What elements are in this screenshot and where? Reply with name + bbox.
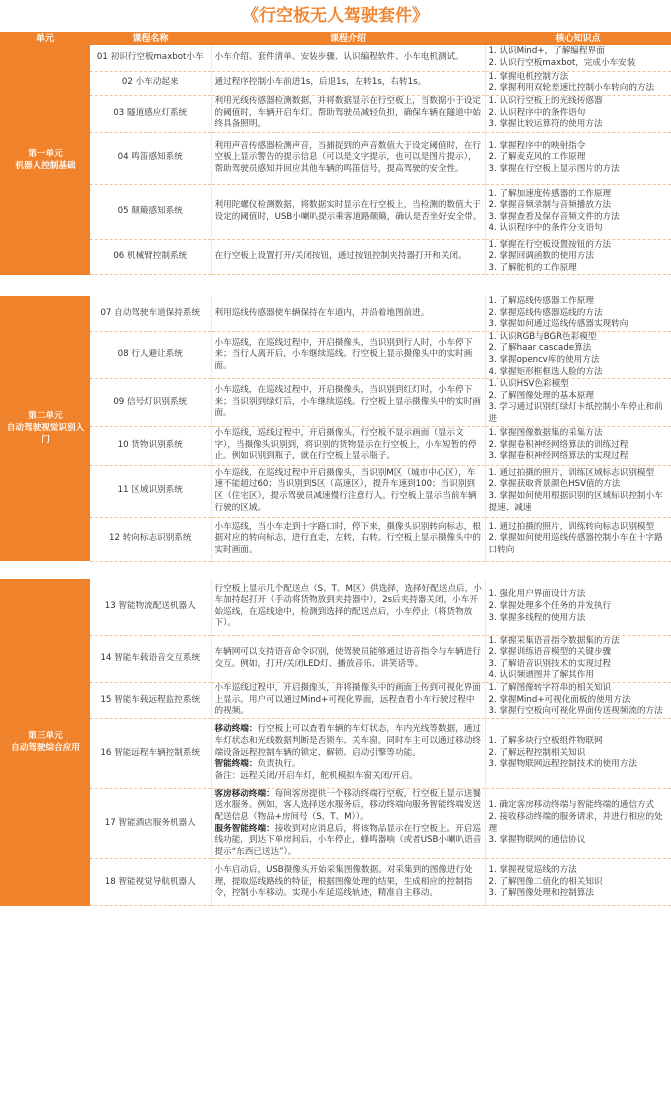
key-points xyxy=(485,184,671,239)
course-intro xyxy=(211,788,485,859)
course-intro xyxy=(211,465,485,517)
key-points xyxy=(485,682,671,718)
page-title: 《行空板无人驾驶套件》 xyxy=(242,6,429,26)
table-row xyxy=(0,95,671,132)
key-point-item: 3. 掌握在行空板上显示图片的方法 xyxy=(488,163,620,174)
course-intro xyxy=(211,379,485,426)
table-row xyxy=(0,788,671,859)
key-point-item: 3. 掌握多线程的使用方法 xyxy=(488,612,586,623)
intro-text: 小车巡线，巡线过程中，开启摄像头，行空板不显示画面（显示文字），当摄像头识别到，将识别的货物显示在行空板上，小车短暂的停止。例如识别到瓶子，就在行空板上显示瓶子。 xyxy=(214,428,477,462)
key-point-item: 提速、减速 xyxy=(488,502,532,513)
course-intro xyxy=(211,682,485,718)
header-course-name: 课程名称 xyxy=(90,32,211,45)
unit-name-line1: 第二单元 xyxy=(28,411,63,422)
intro-text: 小车巡线，当小车走到十字路口时，停下来，摄像头识别转向标志，根据对应的转向标志，进行直走，左转，右转。行空板上显示摄像头中的实时画面。 xyxy=(214,521,481,555)
table-row xyxy=(0,71,671,95)
key-points xyxy=(485,296,671,331)
key-points xyxy=(485,239,671,275)
course-intro xyxy=(211,859,485,906)
intro-label: 服务智能终端： xyxy=(214,823,275,834)
key-point-item: 2. 认识程序中的条件语句 xyxy=(488,107,586,118)
course-intro xyxy=(211,635,485,682)
key-point-item: 3. 了解图像处理和控制算法 xyxy=(488,888,594,899)
key-point-item: 2. 掌握处理多个任务的并发执行 xyxy=(488,600,612,611)
unit-name-line2: 自动驾驶视觉识别入门 xyxy=(6,423,85,446)
course-name: 09 信号灯识别系统 xyxy=(90,379,211,426)
key-point-item: 2. 掌握训练语音模型的关键步骤 xyxy=(488,647,612,658)
intro-text: 每间客房提供一个移动终端行空板，行空板上显示送餐送水服务。例如，客人选择送水服务后，移动终端向服务智能终端发送配送信息（物品+房间号（S、T、M））。 xyxy=(214,788,481,823)
table-row xyxy=(0,682,671,718)
table-body xyxy=(0,45,671,906)
intro-text: 利用陀螺仪检测数据，将数据实时显示在行空板上，当检测的数值大于设定的阈值时，USB小喇叭提示乘客道路颠簸，确认是否坐好安全带。 xyxy=(214,200,482,222)
key-points xyxy=(485,379,671,426)
unit-cell xyxy=(0,45,90,275)
key-points xyxy=(485,331,671,378)
unit-cell xyxy=(0,579,90,906)
key-point-item: 4. 认识频谱图并了解其作用 xyxy=(488,670,594,681)
table-row xyxy=(0,635,671,682)
key-points xyxy=(485,71,671,95)
key-point-item: 2. 认识行空板maxbot，完成小车安装 xyxy=(488,57,636,68)
separator-cell xyxy=(0,275,671,296)
key-point-item: 2. 掌握利用双轮差速比控制小车转向的方法 xyxy=(488,83,655,94)
course-intro xyxy=(211,95,485,132)
table-row xyxy=(0,859,671,906)
unit-separator xyxy=(0,561,671,579)
key-point-item: 3. 掌握行空板向可视化界面传送视频流的方法 xyxy=(488,706,663,717)
key-points xyxy=(485,718,671,788)
course-name: 12 转向标志识别系统 xyxy=(90,517,211,561)
course-name: 14 智能车载语音交互系统 xyxy=(90,635,211,682)
key-point-item: 1. 了解多块行空板组件物联网 xyxy=(488,735,603,746)
separator-cell xyxy=(0,561,671,579)
key-point-item: 1. 了解加速度传感器的工作原理 xyxy=(488,188,612,199)
key-point-item: 2. 掌握音频录制与音频播放方法 xyxy=(488,200,612,211)
table-row xyxy=(0,296,671,331)
course-intro xyxy=(211,184,485,239)
table-row xyxy=(0,426,671,465)
course-intro xyxy=(211,718,485,788)
key-point-item: 1. 确定客房移动终端与智能终端的通信方式 xyxy=(488,800,655,811)
course-intro xyxy=(211,296,485,331)
key-point-item: 2. 了解图像二值化的相关知识 xyxy=(488,876,603,887)
key-points xyxy=(485,95,671,132)
intro-text: 接收到对应消息后，将该物品显示在行空板上。开启巡线功能，到达下单房间后，小车停止，蜂鸣器响（或者USB小喇叭语音提示“东西已送达”）。 xyxy=(214,823,482,857)
intro-text: 通过程序控制小车前进1s，后退1s，左转1s，右转1s。 xyxy=(214,77,427,88)
intro-text: 负责执行。 xyxy=(257,759,301,770)
intro-paragraph xyxy=(215,724,483,759)
key-point-item: 进 xyxy=(488,413,498,424)
key-point-item: 2. 了解图像处理的基本原理 xyxy=(488,390,594,401)
key-point-item: 1. 掌握程序中的映射指令 xyxy=(488,140,586,151)
intro-text: 小车介绍、套件清单、安装步骤、认识编程软件、小车电机测试。 xyxy=(214,51,464,62)
course-intro xyxy=(211,331,485,378)
course-name: 05 颠簸感知系统 xyxy=(90,184,211,239)
intro-text: 小车启动后，USB摄像头开始采集图像数据。对采集到的图像进行处理，提取巡线路线的特征，根据图像处理的结果，生成相应的控制指令，控制小车移动。实现小车延巡线轨迹，精准自主移动。 xyxy=(214,865,473,899)
intro-text: 利用声音传感器检测声音，当捕捉到的声音数值大于设定阈值时，在行空板上显示警告的提示信息（可以是文字提示，也可以是图片提示），帮助驾驶员感知并回应其他车辆的鸣笛信号，提高驾驶的安全性。 xyxy=(214,140,481,174)
intro-label: 客房移动终端： xyxy=(214,788,275,799)
intro-paragraph xyxy=(215,789,483,824)
intro-text: 行空板上显示几个配送点（S、T、M区）供选择，选择好配送点后，小车加持起打开（手动将货物放到夹持器中），2s后夹持器关闭，小车开始巡线，在巡线途中，检测到选择的配送点后，小车停止（将货物放下）。 xyxy=(214,583,482,629)
course-name: 15 智能车载远程监控系统 xyxy=(90,682,211,718)
header-key-points: 核心知识点 xyxy=(485,32,671,45)
key-point-item: 3. 了解语音识别技术的实现过程 xyxy=(488,658,612,669)
course-intro xyxy=(211,579,485,635)
intro-text: 小车巡线，在巡线过程中，开启摄像头，当识别到红灯时，小车停下来；当识别到绿灯后，小车继续巡线。行空板上显示摄像头中的实时画面。 xyxy=(214,384,481,419)
key-points xyxy=(485,579,671,635)
key-point-item: 2. 掌握如何使用巡线传感器控制小车在十字路 xyxy=(488,533,663,544)
course-intro xyxy=(211,71,485,95)
key-point-item: 3. 掌握查看及保存音频文件的方法 xyxy=(488,211,620,222)
key-point-item: 1. 了解巡线传感器工作原理 xyxy=(488,295,594,306)
course-name: 07 自动驾驶车道保持系统 xyxy=(90,296,211,331)
intro-text: 在行空板上设置打开/关闭按钮，通过按钮控制夹持器打开和关闭。 xyxy=(214,251,467,262)
key-point-item: 1. 认识RGB与BGR色彩模型 xyxy=(488,331,597,342)
table-row xyxy=(0,718,671,788)
key-point-item: 2. 掌握获取背景颜色HSV值的方法 xyxy=(488,479,621,490)
key-points xyxy=(485,45,671,71)
table-row xyxy=(0,465,671,517)
key-point-item: 3. 掌握物联网的通信协议 xyxy=(488,835,586,846)
course-name: 13 智能物流配送机器人 xyxy=(90,579,211,635)
table-header-row xyxy=(0,32,671,45)
key-point-item: 3. 学习通过识别红绿灯卡纸控制小车停止和前 xyxy=(488,402,663,413)
intro-text: 利用巡线传感器使车辆保持在车道内，并沿着地图前进。 xyxy=(214,307,430,318)
course-intro xyxy=(211,517,485,561)
course-name: 03 隧道感应灯系统 xyxy=(90,95,211,132)
key-point-item: 2. 接收移动终端的服务请求，并进行相应的处 xyxy=(488,812,663,823)
key-point-item: 1. 掌握采集语音指令数据集的方法 xyxy=(488,635,620,646)
course-name: 02 小车动起来 xyxy=(90,71,211,95)
key-point-item: 1. 掌握图像数据集的采集方法 xyxy=(488,428,603,439)
table-row xyxy=(0,45,671,71)
intro-note: 备注：远程关闭/开启车灯，舵机模拟车窗关闭/开启。 xyxy=(214,770,418,781)
course-intro xyxy=(211,426,485,465)
key-points xyxy=(485,788,671,859)
key-point-item: 1. 了解图像转字符串的相关知识 xyxy=(488,682,612,693)
intro-text: 小车巡线过程中，开启摄像头，并将摄像头中的画面上传到可视化界面上显示。用户可以通过Mind+可视化界面，远程查看小车行驶过程中的视频。 xyxy=(214,682,481,717)
course-intro xyxy=(211,132,485,184)
unit-separator xyxy=(0,275,671,296)
key-point-item: 2. 掌握巡线传感器巡线的方法 xyxy=(488,307,603,318)
table-row xyxy=(0,239,671,275)
table-row xyxy=(0,184,671,239)
intro-paragraph xyxy=(215,759,483,771)
key-point-item: 2. 掌握回调函数的使用方法 xyxy=(488,251,594,262)
unit-cell xyxy=(0,296,90,561)
key-point-item: 3. 掌握如何通过巡线传感器实现转向 xyxy=(488,319,629,330)
header-course-intro: 课程介绍 xyxy=(211,32,485,45)
intro-label: 智能终端： xyxy=(214,759,258,770)
key-point-item: 3. 掌握卷积神经网络算法的实现过程 xyxy=(488,451,629,462)
intro-text: 行空板上可以查看车辆的车灯状态，车内光线等数据，通过车灯状态和光线数据判断是否锁车、关车窗。同时车主可以通过移动终端设备远程控制车辆的锁定、解锁、启动引擎等功能。 xyxy=(214,724,481,758)
table-row xyxy=(0,331,671,378)
key-points xyxy=(485,426,671,465)
key-point-item: 1. 掌握视觉巡线的方法 xyxy=(488,865,577,876)
header-unit: 单元 xyxy=(0,32,90,45)
key-point-item: 1. 掌握电机控制方法 xyxy=(488,71,569,82)
key-point-item: 3. 了解舵机的工作原理 xyxy=(488,262,577,273)
course-name: 16 智能远程车辆控制系统 xyxy=(90,718,211,788)
table-row xyxy=(0,517,671,561)
course-name: 06 机械臂控制系统 xyxy=(90,239,211,275)
key-point-item: 1. 认识Mind+，了解编程界面 xyxy=(488,46,605,57)
key-point-item: 1. 强化用户界面设计方法 xyxy=(488,589,586,600)
key-points xyxy=(485,635,671,682)
key-point-item: 3. 掌握比较运算符的使用方法 xyxy=(488,119,603,130)
key-points xyxy=(485,132,671,184)
key-point-item: 3. 掌握物联网远程控制技术的使用方法 xyxy=(488,759,637,770)
intro-text: 小车巡线，在巡线过程中开启摄像头，当识别M区（城市中心区），车速不能超过60；当识别到S区（高速区），提升车速到100；当识别到区（住宅区），提示驾驶员减速慢行注意行人。行空板上显示当前车辆行驶的区域。 xyxy=(214,467,477,513)
key-point-item: 1. 认识HSV色彩模型 xyxy=(488,379,569,390)
course-name: 17 智能酒店服务机器人 xyxy=(90,788,211,859)
key-point-item: 4. 掌握矩形框框选人脸的方法 xyxy=(488,366,603,377)
unit-name-line1: 第一单元 xyxy=(28,148,63,159)
course-name: 18 智能视觉导航机器人 xyxy=(90,859,211,906)
intro-paragraph xyxy=(215,824,483,859)
key-point-item: 3. 掌握如何使用根据识别的区域标识控制小车 xyxy=(488,491,663,501)
key-point-item: 3. 掌握opencv库的使用方法 xyxy=(488,354,600,365)
course-intro xyxy=(211,239,485,275)
key-point-item: 2. 掌握Mind+可视化面板的使用方法 xyxy=(488,694,631,705)
key-point-item: 1. 掌握在行空板设置按钮的方法 xyxy=(488,239,612,250)
course-name: 08 行人避让系统 xyxy=(90,331,211,378)
course-name: 10 货物识别系统 xyxy=(90,426,211,465)
course-intro xyxy=(211,45,485,71)
table-row xyxy=(0,379,671,426)
key-point-item: 1. 认识行空板上的光线传感器 xyxy=(488,96,603,107)
table-row xyxy=(0,132,671,184)
key-point-item: 1. 通过拍摄的照片，训练转向标志识别模型 xyxy=(488,521,655,532)
unit-name-line2: 机器人控制基础 xyxy=(15,160,76,171)
course-table xyxy=(0,32,671,906)
key-points xyxy=(485,517,671,561)
intro-text: 小车巡线，在巡线过程中，开启摄像头，当识别到行人时，小车停下来；当行人离开后，小车继续巡线。行空板上显示摄像头中的实时画面。 xyxy=(214,337,473,371)
course-name: 04 鸣笛感知系统 xyxy=(90,132,211,184)
key-point-item: 口转向 xyxy=(488,544,515,555)
unit-name-line2: 自动驾驶综合应用 xyxy=(11,743,80,754)
key-point-item: 2. 了解远程控制相关知识 xyxy=(488,747,586,758)
table-row xyxy=(0,579,671,635)
key-point-item: 理 xyxy=(488,823,498,834)
intro-label: 移动终端： xyxy=(214,724,258,735)
key-points xyxy=(485,859,671,906)
intro-text: 车辆网可以支持语音命令识别，使驾驶员能够通过语音指令与车辆进行交互。例如，打开/关闭LED灯、播放音乐、讲笑话等。 xyxy=(214,647,481,669)
course-name: 01 初识行空板maxbot小车 xyxy=(90,45,211,71)
intro-text: 利用光线传感器检测数据，并将数据显示在行空板上，当数据小于设定的阈值时，车辆开启车灯。帮助驾驶员减轻负担，确保车辆在隧道中始终具备照明。 xyxy=(214,96,481,130)
key-point-item: 2. 了解麦克风的工作原理 xyxy=(488,152,586,163)
key-points xyxy=(485,465,671,517)
key-point-item: 2. 掌握卷积神经网络算法的训练过程 xyxy=(488,439,629,450)
key-point-item: 4. 认识程序中的条件分支语句 xyxy=(488,223,603,234)
course-name: 11 区域识别系统 xyxy=(90,465,211,517)
key-point-item: 2. 了解haar cascade算法 xyxy=(488,343,592,354)
key-point-item: 1. 通过拍摄的照片，训练区域标志识别模型 xyxy=(488,467,655,478)
unit-name-line1: 第三单元 xyxy=(28,731,63,742)
